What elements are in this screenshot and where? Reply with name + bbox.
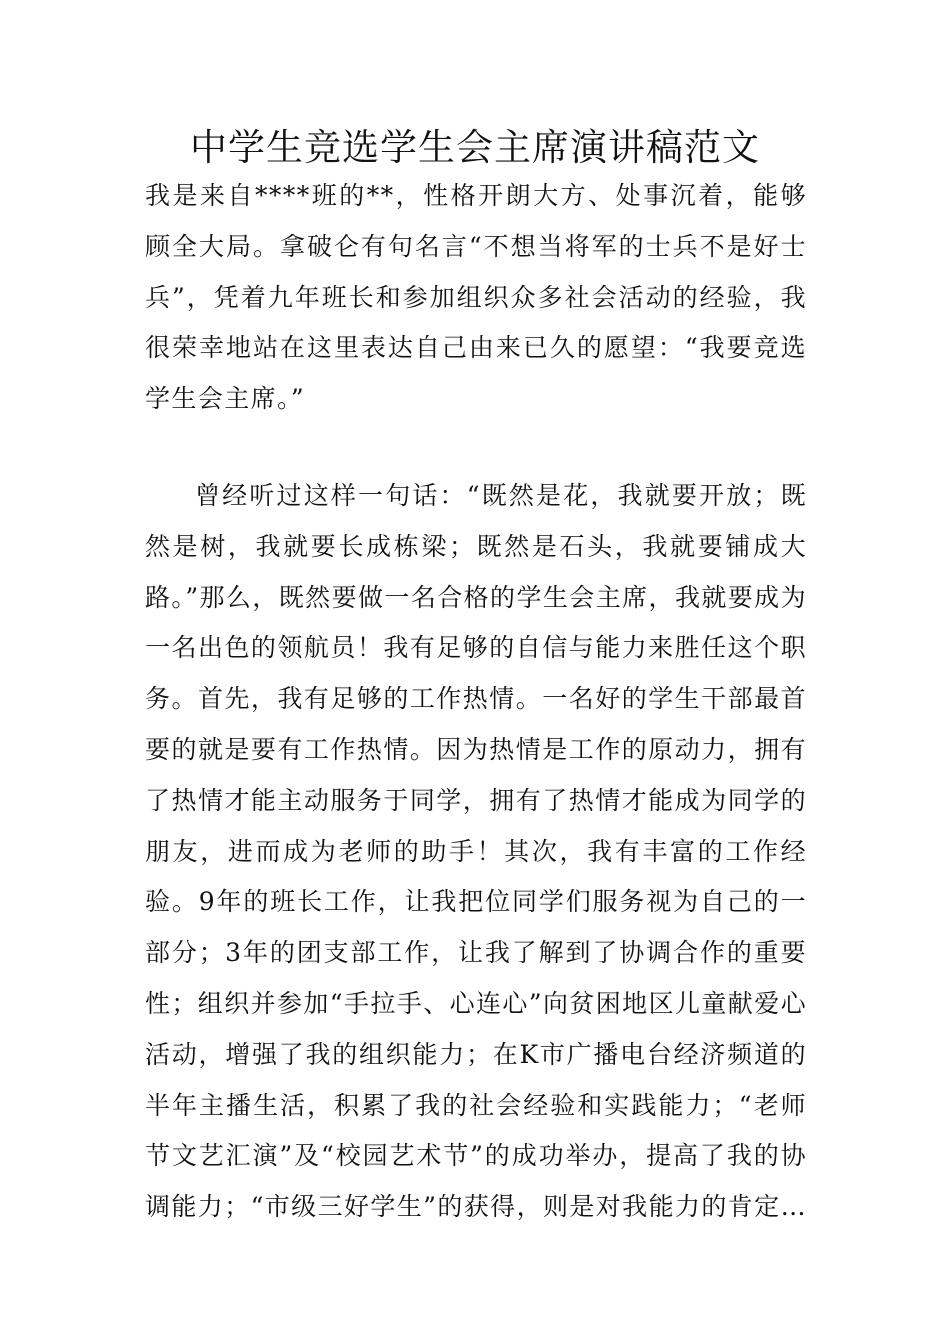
paragraph-introduction: 我是来自****班的**，性格开朗大方、处事沉着，能够顾全大局。拿破仑有句名言“不想当将军的士兵不是好士兵”，凭着九年班长和参加组织众多社会活动的经验，我很荣幸地站在这里表达自己由来已久的愿望：“我要竞选学生会主席。” [145,181,807,414]
document-title: 中学生竞选学生会主席演讲稿范文 [190,126,760,169]
paragraph-qualifications: 曾经听过这样一句话：“既然是花，我就要开放；既然是树，我就要长成栋梁；既然是石头，我就要铺成大路。”那么，既然要做一名合格的学生会主席，我就要成为一名出色的领航员！我有足够的自信与能力来胜任这个职务。首先，我有足够的工作热情。一名好的学生干部最首要的就是要有工作热情。因为热情是工作的原动力，拥有了热情才能主动服务于同学，拥有了热情才能成为同学的朋友，进而成为老师的助手！其次，我有丰富的工作经验。9年的班长工作，让我把位同学们服务视为自己的一部分；3年的团支部工作，让我了解到了协调合作的重要性；组织并参加“手拉手、心连心”向贫困地区儿童献爱心活动，增强了我的组织能力；在K市广播电台经济频道的半年主播生活，积累了我的社会经验和实践能力；“老师节文艺汇演”及“校园艺术节”的成功举办，提高了我的协调能力；“市级三好学生”的获得，则是对我能力的肯定… [145,481,807,1222]
